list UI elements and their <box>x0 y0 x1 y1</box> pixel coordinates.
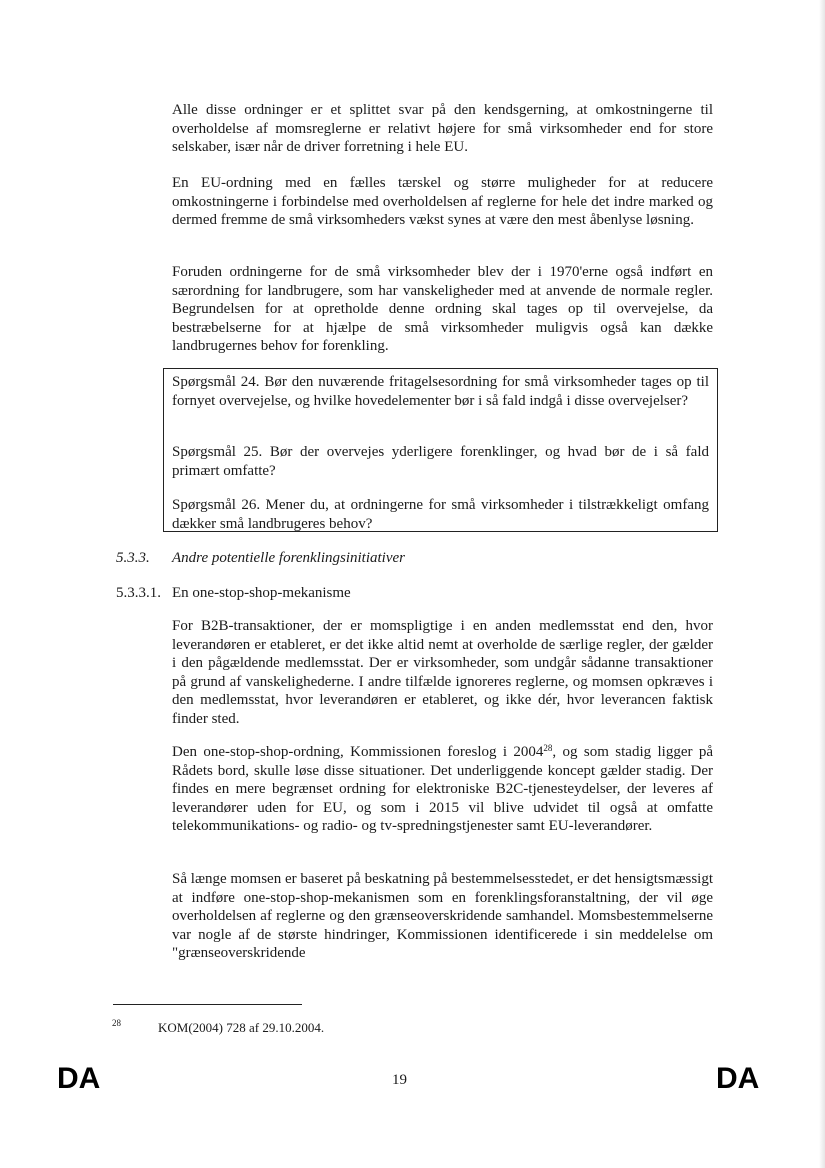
paragraph-eu-scheme: En EU-ordning med en fælles tærskel og større muligheder for at reducere omkostningerne i forbindelse med overholdelsen af reglerne for hele det indre marked og dermed fremme de små virksomheders vækst synes at være den mest åbenlyse løsning. <box>172 175 713 229</box>
footnote-divider <box>113 1004 302 1005</box>
footnote-number: 28 <box>112 1018 121 1028</box>
question-26: Spørgsmål 26. Mener du, at ordningerne for små virksomheder i tilstrækkeligt omfang dækker små landbrugeres behov? <box>172 497 709 532</box>
subsection-title: En one-stop-shop-mekanisme <box>172 585 351 601</box>
scan-edge <box>819 0 825 1168</box>
question-25: Spørgsmål 25. Bør der overvejes yderligere forenklinger, og hvad bør de i så fald primært omfatte? <box>172 444 709 479</box>
paragraph-destination-principle: Så længe momsen er baseret på beskatning på bestemmelsesstedet, er det hensigtsmæssigt at indføre one-stop-shop-mekanismen som en forenklingsforanstaltning, der vil øge overholdelsen af reglerne og den grænseoverskridende samhandel. Momsbestemmelserne var nogle af de største hindringer, Kommissionen identificerede i sin meddelelse om "grænseoverskridende <box>172 871 713 962</box>
footnote-reference[interactable]: 28 <box>543 743 553 753</box>
footnote-text: KOM(2004) 728 af 29.10.2004. <box>158 1020 325 1035</box>
section-title: Andre potentielle forenklingsinitiativer <box>172 550 406 566</box>
questions-box <box>163 368 718 532</box>
section-number: 5.3.3. <box>116 550 150 566</box>
language-code-left: DA <box>57 1062 101 1095</box>
paragraph-b2b-transactions: For B2B-transaktioner, der er momspligtige i en anden medlemsstat end den, hvor leverandøren er etableret, er det ikke altid nemt at overholde de særlige regler, der gælder i den pågældende medlemsstat. Der er virksomheder, som undgår sådanne transaktioner på grund af vanskelighederne. I andre tilfælde ignoreres reglerne, og momsen opkræves i den medlemsstat, hvor leverandøren er etableret, og ikke dér, hvor leverancen faktisk finder sted. <box>172 618 713 727</box>
question-24: Spørgsmål 24. Bør den nuværende fritagelsesordning for små virksomheder tages op til fornyet overvejelse, og hvilke hovedelementer bør i så fald indgå i disse overvejelser? <box>172 374 709 409</box>
paragraph-one-stop-shop-end: , og som stadig ligger på Rådets bord, skulle løse disse situationer. Det underliggende koncept gælder stadig. Der findes en mere begrænset ordning for elektroniske B2C-tjenesteydelser, der leveres af leverandører uden for EU, og som i 2015 vil blive udvidet til også at omfatte telekommunikations- og radio- og tv-spredningstjenester samt EU-leverandører. <box>172 744 713 835</box>
paragraph-one-stop-shop <box>172 743 713 836</box>
paragraph-farmers-scheme: Foruden ordningerne for de små virksomheder blev der i 1970'erne også indført en særordning for landbrugere, som har vanskeligheder med at anvende de normale regler. Begrundelsen for at opretholde denne ordning skal tages op til overvejelse, da bestræbelserne for at hjælpe de små virksomheder muligvis også kan dække landbrugernes behov for forenkling. <box>172 264 713 355</box>
subsection-number: 5.3.3.1. <box>116 585 161 601</box>
paragraph-one-stop-shop-start: Den one-stop-shop-ordning, Kommissionen foreslog i 2004 <box>172 744 544 760</box>
paragraph-small-business-schemes: Alle disse ordninger er et splittet svar på den kendsgerning, at omkostningerne til overholdelse af momsreglerne er relativt højere for små virksomheder end for store selskaber, især når de driver forretning i hele EU. <box>172 102 713 156</box>
page-number: 19 <box>392 1072 407 1088</box>
language-code-right: DA <box>716 1062 760 1095</box>
